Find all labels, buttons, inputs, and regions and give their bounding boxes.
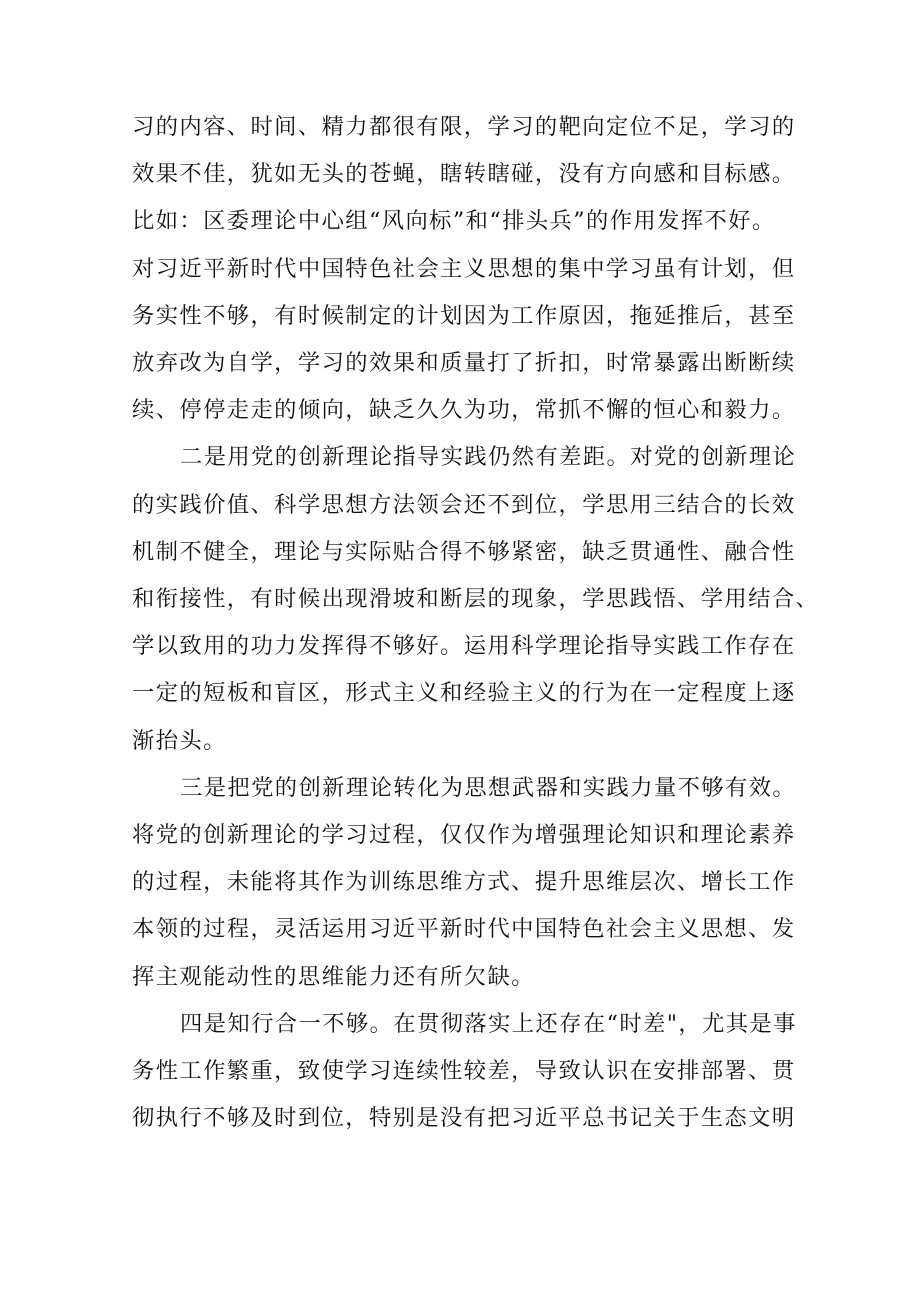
text-line: 将党的创新理论的学习过程，仅仅作为增强理论知识和理论素养 — [132, 822, 796, 849]
paragraph-point-four — [132, 1001, 796, 1143]
text-line: 务性工作繁重，致使学习连续性较差，导致认识在安排部署、贯 — [132, 1058, 796, 1085]
text-line: 机制不健全，理论与实际贴合得不够紧密，缺乏贯通性、融合性 — [132, 538, 796, 565]
paragraph-point-three — [132, 765, 796, 1001]
text-line: 对习近平新时代中国特色社会主义思想的集中学习虽有计划，但 — [132, 255, 796, 282]
paragraph-continued — [132, 104, 796, 434]
text-line: 效果不佳，犹如无头的苍蝇，瞎转瞎碰，没有方向感和目标感。 — [132, 161, 796, 188]
text-line: 二是用党的创新理论指导实践仍然有差距。对党的创新理论 — [180, 444, 797, 471]
text-line: 四是知行合一不够。在贯彻落实上还存在“时差"，尤其是事 — [180, 1010, 797, 1037]
text-line: 彻执行不够及时到位，特别是没有把习近平总书记关于生态文明 — [132, 1105, 796, 1132]
text-line: 本领的过程，灵活运用习近平新时代中国特色社会主义思想、发 — [132, 916, 796, 943]
paragraph-point-two — [132, 434, 820, 764]
text-line: 放弃改为自学，学习的效果和质量打了折扣，时常暴露出断断续 — [132, 350, 796, 377]
text-line: 续、停停走走的倾向，缺乏久久为功，常抓不懈的恒心和毅力。 — [132, 397, 796, 424]
text-line: 比如：区委理论中心组“风向标”和“排头兵”的作用发挥不好。 — [132, 208, 776, 235]
text-line: 三是把党的创新理论转化为思想武器和实践力量不够有效。 — [180, 774, 797, 801]
document-body — [132, 104, 820, 1142]
text-line: 的过程，未能将其作为训练思维方式、提升思维层次、增长工作 — [132, 869, 796, 896]
text-line: 和衔接性，有时候出现滑坡和断层的现象，学思践悟、学用结合、 — [132, 586, 820, 613]
text-line: 挥主观能动性的思维能力还有所欠缺。 — [132, 963, 535, 990]
text-line: 务实性不够，有时候制定的计划因为工作原因，拖延推后，甚至 — [132, 302, 796, 329]
text-line: 渐抬头。 — [132, 727, 227, 754]
text-line: 一定的短板和盲区，形式主义和经验主义的行为在一定程度上逐 — [132, 680, 796, 707]
text-line: 的实践价值、科学思想方法领会还不到位，学思用三结合的长效 — [132, 491, 796, 518]
text-line: 学以致用的功力发挥得不够好。运用科学理论指导实践工作存在 — [132, 633, 796, 660]
text-line: 习的内容、时间、精力都很有限，学习的靶向定位不足，学习的 — [132, 114, 796, 140]
